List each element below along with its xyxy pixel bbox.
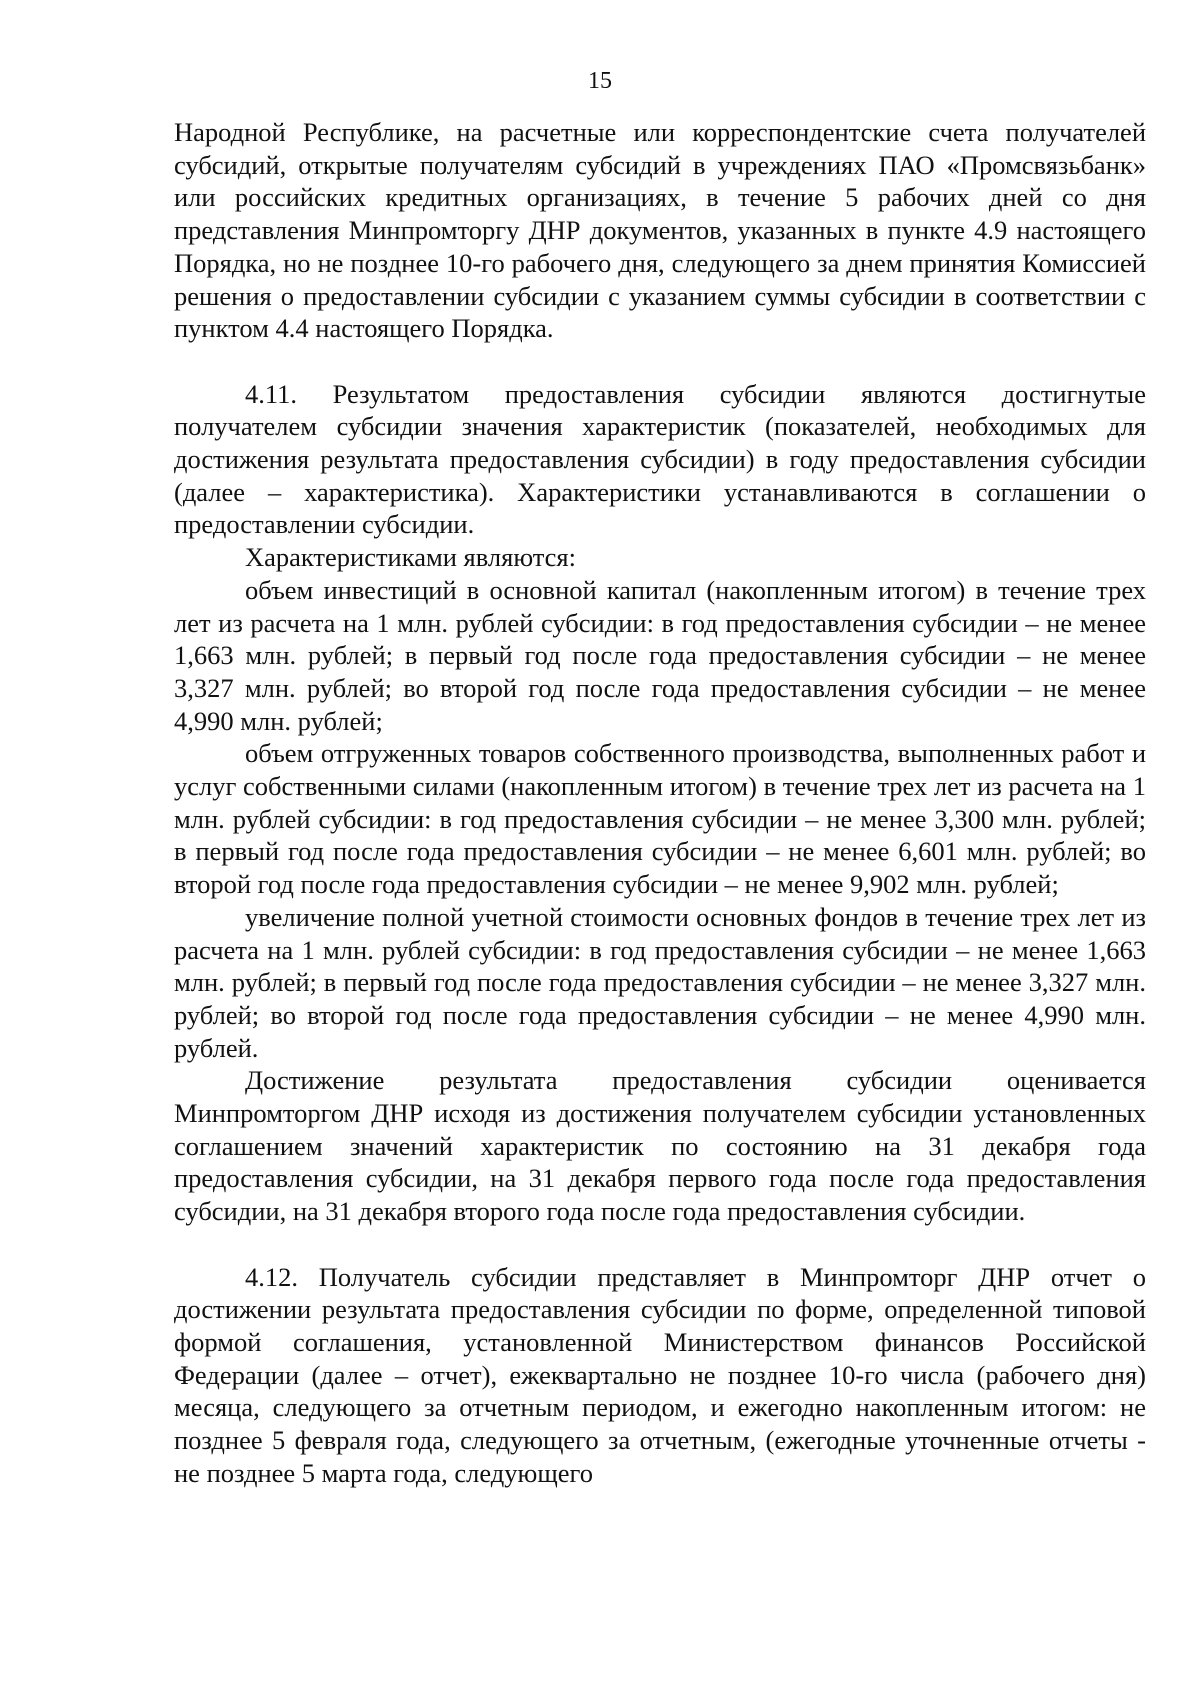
paragraph-result-evaluation: Достижение результата предоставления субсидии оценивается Минпромторгом ДНР исходя из достижения получателем субсидии установленных соглашением значений характеристик по состоянию на 31 декабря года предоставления субсидии, на 31 декабря первого года после года предоставления субсидии, на 31 декабря второго года после года предоставления субсидии. bbox=[174, 1065, 1146, 1227]
page-number: 15 bbox=[588, 68, 612, 94]
paragraph-4-11: 4.11. Результатом предоставления субсидии являются достигнутые получателем субсидии значения характеристик (показателей, необходимых для достижения результата предоставления субсидии) в году предоставления субсидии (далее – характеристика). Характеристики устанавливаются в соглашении о предоставлении субсидии. bbox=[174, 378, 1146, 540]
document-body bbox=[174, 116, 1146, 1490]
paragraph-4-12: 4.12. Получатель субсидии представляет в Минпромторг ДНР отчет о достижении результата предоставления субсидии по форме, определенной типовой формой соглашения, установленной Министерством финансов Российской Федерации (далее – отчет), ежеквартально не позднее 10-го числа (рабочего дня) месяца, следующего за отчетным периодом, и ежегодно накопленным итогом: не позднее 5 февраля года, следующего за отчетным, (ежегодные уточненные отчеты - не позднее 5 марта года, следующего bbox=[174, 1261, 1146, 1488]
paragraph-characteristics-intro: Характеристиками являются: bbox=[245, 542, 576, 573]
paragraph-investment-volume: объем инвестиций в основной капитал (накопленным итогом) в течение трех лет из расчета на 1 млн. рублей субсидии: в год предоставления субсидии – не менее 1,663 млн. рублей; в первый год после года предоставления субсидии – не менее 3,327 млн. рублей; во второй год после года предоставления субсидии – не менее 4,990 млн. рублей; bbox=[174, 574, 1146, 736]
paragraph-shipped-goods-volume: объем отгруженных товаров собственного производства, выполненных работ и услуг собственными силами (накопленным итогом) в течение трех лет из расчета на 1 млн. рублей субсидии: в год предоставления субсидии – не менее 3,300 млн. рублей; в первый год после года предоставления субсидии – не менее 6,601 млн. рублей; во второй год после года предоставления субсидии – не менее 9,902 млн. рублей; bbox=[174, 738, 1146, 900]
paragraph-continuation: Народной Республике, на расчетные или корреспондентские счета получателей субсидий, открытые получателям субсидий в учреждениях ПАО «Промсвязьбанк» или российских кредитных организациях, в течение 5 рабочих дней со дня представления Минпромторгу ДНР документов, указанных в пункте 4.9 настоящего Порядка, но не позднее 10-го рабочего дня, следующего за днем принятия Комиссией решения о предоставлении субсидии с указанием суммы субсидии в соответствии с пунктом 4.4 настоящего Порядка. bbox=[174, 117, 1146, 344]
paragraph-fixed-assets-increase: увеличение полной учетной стоимости основных фондов в течение трех лет из расчета на 1 млн. рублей субсидии: в год предоставления субсидии – не менее 1,663 млн. рублей; в первый год после года предоставления субсидии – не менее 3,327 млн. рублей; во второй год после года предоставления субсидии – не менее 4,990 млн. рублей. bbox=[174, 901, 1146, 1063]
